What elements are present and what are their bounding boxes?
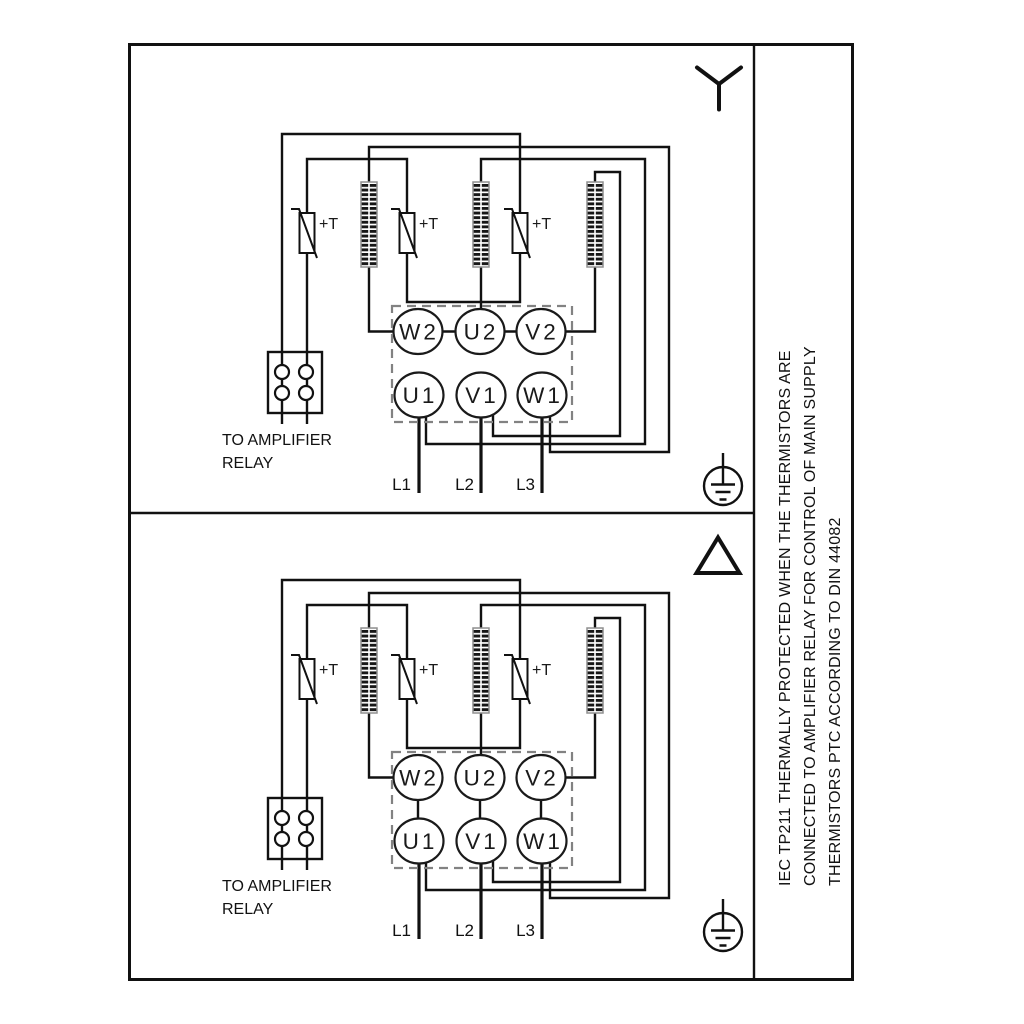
winding-w [361,628,377,713]
supply-label-l3: L3 [516,921,535,940]
winding-v [587,182,603,267]
terminal-label-v2: V2 [525,765,559,791]
winding-w [361,182,377,267]
side-note-line3: THERMISTORS PTC ACCORDING TO DIN 44082 [827,517,844,886]
terminal-label-u2: U2 [463,319,499,345]
terminal-label-v2: V2 [525,319,559,345]
thermistor-label: +T [419,662,439,679]
relay-caption-line1: TO AMPLIFIER [222,878,332,895]
terminal-label-w1: W1 [523,383,563,408]
winding-v [587,628,603,713]
terminal-label-u1: U1 [402,829,438,854]
supply-label-l2: L2 [455,921,474,940]
thermistor-label: +T [319,216,339,233]
thermistor-label: +T [532,216,552,233]
relay-caption-line1: TO AMPLIFIER [222,432,332,449]
supply-label-l1: L1 [392,921,411,940]
terminal-label-v1: V1 [465,829,499,854]
side-note-line2: CONNECTED TO AMPLIFIER RELAY FOR CONTROL OF MAIN SUPPLY [802,346,819,886]
winding-u [473,628,489,713]
thermistor-label: +T [532,662,552,679]
supply-label-l1: L1 [392,475,411,494]
terminal-label-u2: U2 [463,765,499,791]
supply-label-l2: L2 [455,475,474,494]
terminal-label-w1: W1 [523,829,563,854]
side-note-line1: IEC TP211 THERMALLY PROTECTED WHEN THE THERMISTORS ARE [777,350,794,886]
thermistor-label: +T [419,216,439,233]
supply-label-l3: L3 [516,475,535,494]
winding-u [473,182,489,267]
relay-caption-line2: RELAY [222,455,274,472]
terminal-label-w2: W2 [399,319,439,345]
terminal-label-u1: U1 [402,383,438,408]
terminal-label-w2: W2 [399,765,439,791]
thermistor-label: +T [319,662,339,679]
relay-caption-line2: RELAY [222,901,274,918]
terminal-label-v1: V1 [465,383,499,408]
